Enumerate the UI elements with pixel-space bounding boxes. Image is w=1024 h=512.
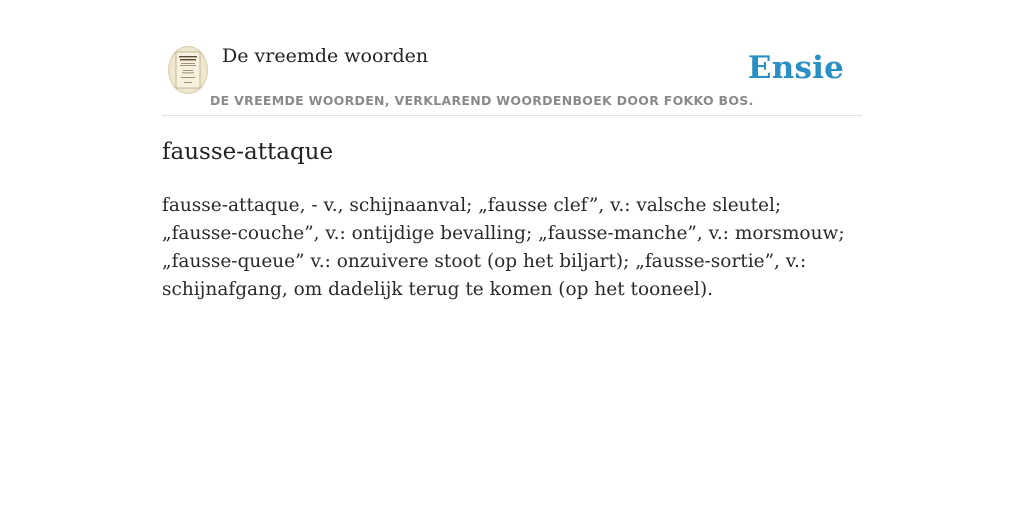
source-title-link[interactable]: De vreemde woorden <box>222 45 429 67</box>
content-container <box>162 0 862 300</box>
entry-definition: fausse-attaque, - v., schijnaanval; „fausse clef”, v.: valsche sleutel; „fausse-couche”, v.: ontijdige bevalling; „fausse-manche”, v.: morsmouw; „fausse-queue” v.: onzuivere stoot (op het biljart); „fausse-sortie”, v.: schijnafgang, om dadelijk terug te komen (op het tooneel). <box>162 195 845 300</box>
source-header <box>162 0 862 116</box>
source-subtitle: DE VREEMDE WOORDEN, VERKLAREND WOORDENBOEK DOOR FOKKO BOS. <box>210 93 754 108</box>
book-cover-icon[interactable] <box>168 46 208 94</box>
ensie-logo-link[interactable]: Ensie <box>747 50 844 86</box>
entry-headword: fausse-attaque <box>162 139 334 165</box>
book-cover-image <box>168 46 208 94</box>
